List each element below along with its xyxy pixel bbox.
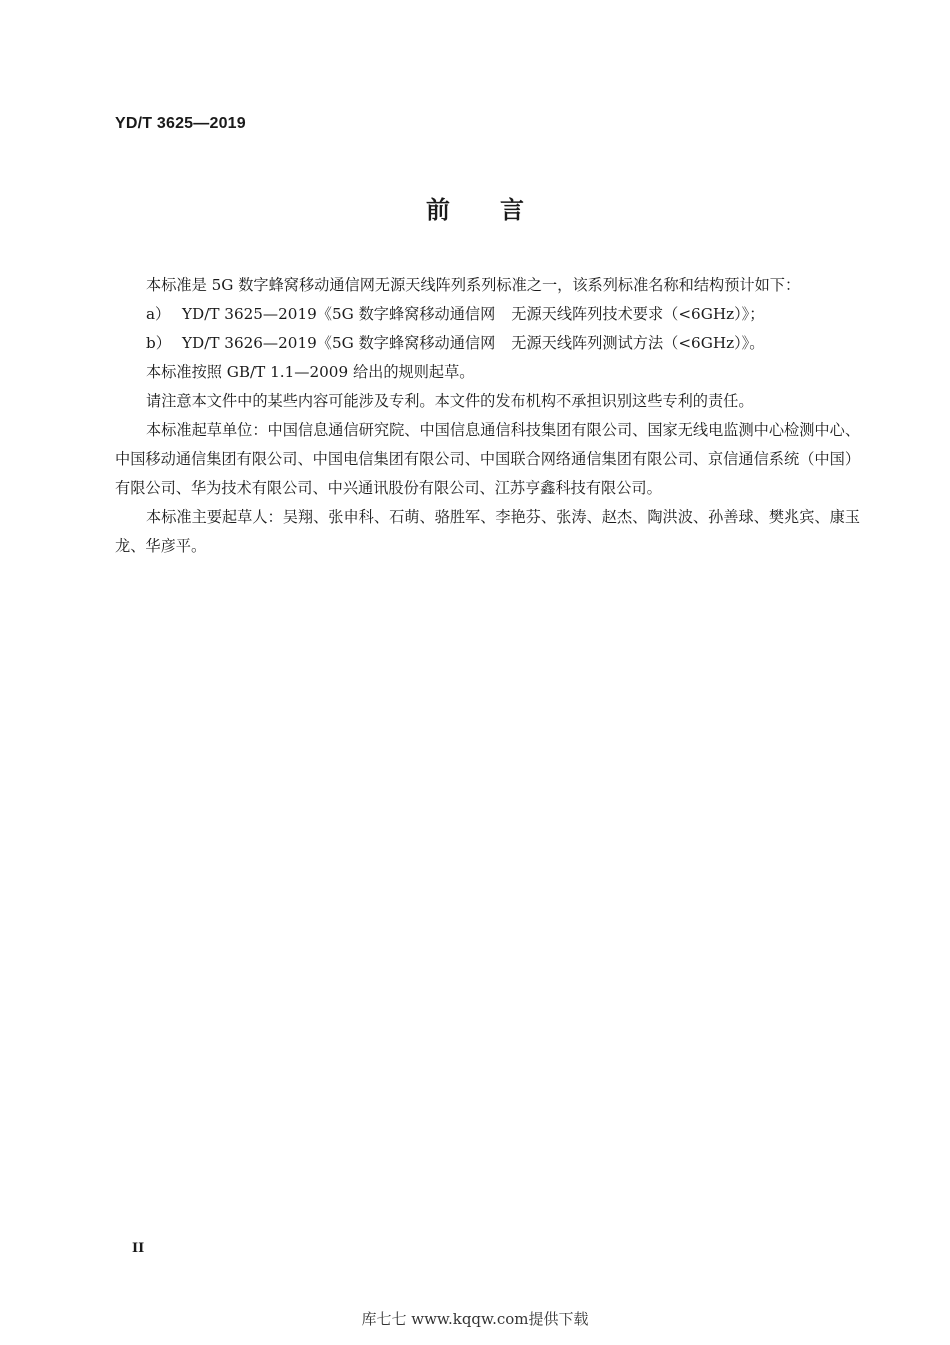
patent-notice-paragraph: 请注意本文件中的某些内容可能涉及专利。本文件的发布机构不承担识别这些专利的责任。 [146, 392, 754, 410]
main-drafters-paragraph: 本标准主要起草人：吴翔、张申科、石萌、骆胜军、李艳芬、张涛、赵杰、陶洪波、孙善球、樊兆宾、康玉龙、华彦平。 [115, 508, 860, 555]
list-item [115, 300, 860, 329]
list-item-text: 无源天线阵列测试方法（<6GHz）》。 [511, 334, 765, 352]
list-marker: b） [146, 334, 171, 352]
intro-paragraph: 本标准是 5G 数字蜂窝移动通信网无源天线阵列系列标准之一，该系列标准名称和结构预计如下： [146, 276, 801, 294]
drafting-rules-paragraph: 本标准按照 GB/T 1.1—2009 给出的规则起草。 [146, 363, 475, 381]
list-item-text: YD/T 3625—2019《5G 数字蜂窝移动通信网 [182, 305, 496, 323]
page-number: II [132, 1241, 145, 1256]
drafting-units-paragraph: 本标准起草单位：中国信息通信研究院、中国信息通信科技集团有限公司、国家无线电监测中心检测中心、中国移动通信集团有限公司、中国电信集团有限公司、中国联合网络通信集团有限公司、京信通信系统（中国）有限公司、华为技术有限公司、中兴通讯股份有限公司、江苏亨鑫科技有限公司。 [115, 421, 860, 497]
list-item-text: 无源天线阵列技术要求（<6GHz）》； [511, 305, 765, 323]
list-item-text: YD/T 3626—2019《5G 数字蜂窝移动通信网 [182, 334, 496, 352]
document-code: YD/T 3625—2019 [115, 115, 246, 132]
page-title [0, 190, 950, 225]
title-char-1: 前 [426, 196, 450, 224]
download-footer: 库七七 www.kqqw.com提供下载 [361, 1310, 589, 1328]
title-char-2: 言 [500, 196, 524, 224]
foreword-body [115, 271, 860, 561]
list-marker: a） [146, 305, 171, 323]
list-item [115, 329, 860, 358]
